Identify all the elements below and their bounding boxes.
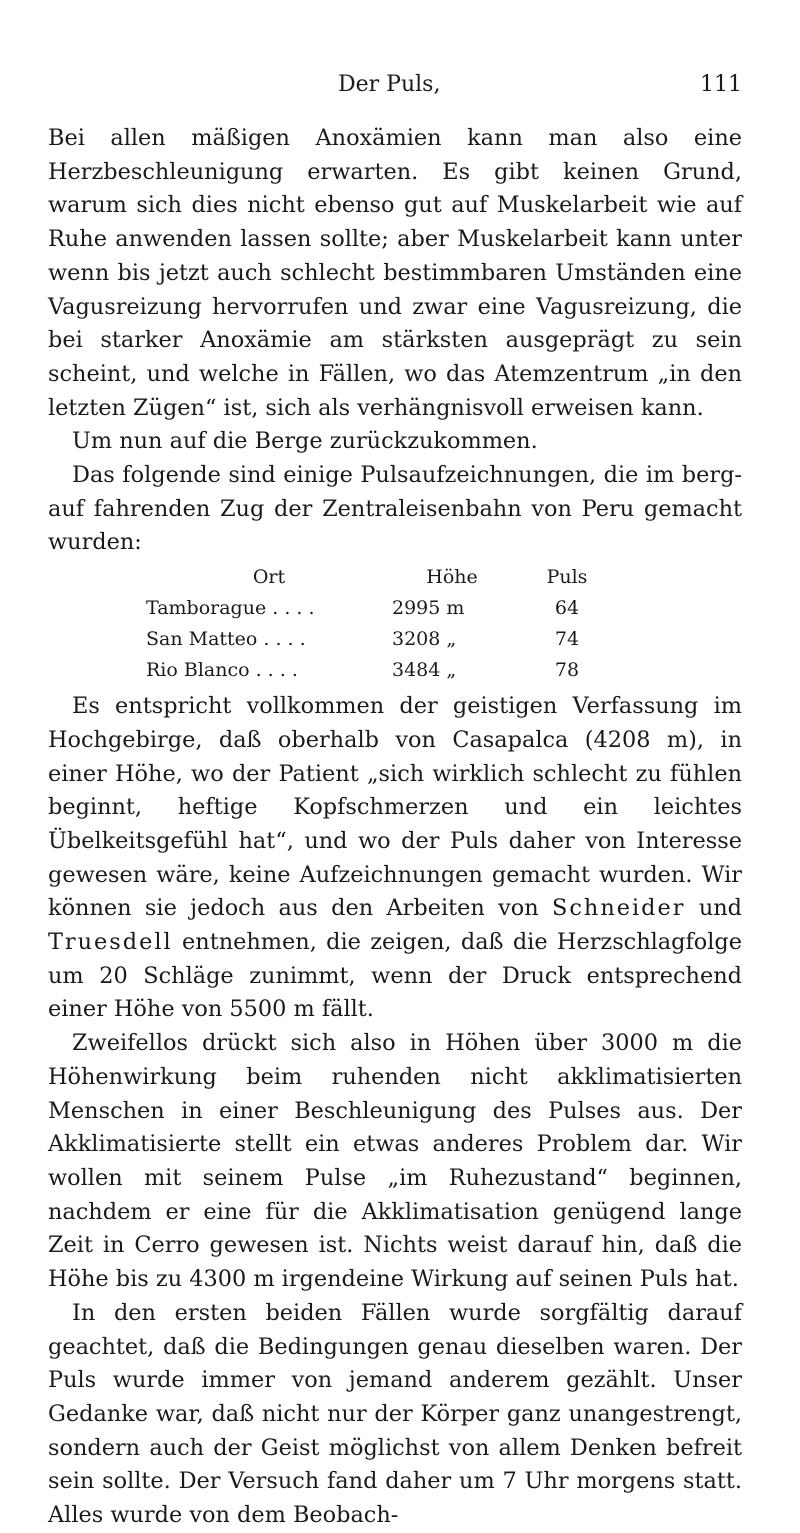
paragraph-3: Das folgende sind einige Pulsaufzeichnungen, die im bergauf fahrenden Zug der Zentraleisenbahn von Peru gemacht wurden: bbox=[48, 462, 742, 556]
table-cell-ort: Rio Blanco . . . . bbox=[146, 659, 298, 682]
table-cell-puls: 74 bbox=[554, 628, 580, 651]
table-row bbox=[48, 655, 622, 686]
body-text bbox=[48, 122, 742, 1533]
table-header-row bbox=[48, 562, 622, 593]
table-row bbox=[48, 624, 622, 655]
table-cell-puls: 64 bbox=[554, 597, 580, 620]
table-row bbox=[48, 593, 622, 624]
paragraph-4-text-b: und bbox=[685, 895, 743, 922]
paragraph-5: Zweifellos drückt sich also in Höhen über 3000 m die Höhenwirkung beim ruhenden nicht akklimatisierten Menschen in einer Beschleunigung des Pulses aus. Der Akklimatisierte stellt ein etwas anderes Problem dar. Wir wollen mit seinem Pulse „im Ruhezustand“ beginnen, nachdem er eine für die Akklimatisation genügend lange Zeit in Cerro gewesen ist. Nichts weist darauf hin, daß die Höhe bis zu 4300 m irgendeine Wirkung auf seinen Puls hat. bbox=[48, 1030, 742, 1293]
author-name-truesdell: Truesdell bbox=[48, 929, 173, 956]
table-cell-hoehe: 3484 „ bbox=[392, 659, 457, 682]
table-cell-puls: 78 bbox=[554, 659, 580, 682]
paragraph-4-text-c: entnehmen, die zeigen, daß die Herzschlagfolge um 20 Schläge zunimmt, wenn der Druck entsprechend einer Höhe von 5500 m fällt. bbox=[48, 929, 742, 1023]
running-head bbox=[48, 66, 742, 106]
table-header-ort: Ort bbox=[252, 566, 286, 589]
page-number: 111 bbox=[700, 72, 742, 97]
table-header-puls: Puls bbox=[546, 566, 588, 589]
author-name-schneider: Schneider bbox=[552, 895, 686, 922]
table-cell-ort: Tamborague . . . . bbox=[146, 597, 315, 620]
paragraph-4-text-a: Es entspricht vollkommen der geistigen Verfassung im Hochgebirge, daß oberhalb von Casapalca (4208 m), in einer Höhe, wo der Patient „sich wirklich schlecht zu fühlen beginnt, heftige Kopfschmerzen und ein leichtes Übelkeitsgefühl hat“, und wo der Puls daher von Interesse gewesen wäre, keine Aufzeichnungen gemacht wurden. Wir können sie jedoch aus den Arbeiten von bbox=[48, 693, 742, 922]
paragraph-2: Um nun auf die Berge zurückzukommen. bbox=[72, 428, 538, 455]
table-cell-ort: San Matteo . . . . bbox=[146, 628, 306, 651]
pulse-table bbox=[48, 562, 622, 686]
paragraph-1: Bei allen mäßigen Anoxämien kann man also eine Herzbeschleunigung erwarten. Es gibt keinen Grund, warum sich dies nicht ebenso gut auf Muskelarbeit wie auf Ruhe anwenden lassen sollte; aber Muskelarbeit kann unter wenn bis jetzt auch schlecht bestimmbaren Umständen eine Vagusreizung hervorrufen und zwar eine Vagusreizung, die bei starker Anoxämie am stärksten ausgeprägt zu sein scheint, und welche in Fällen, wo das Atemzentrum „in den letzten Zügen“ ist, sich als verhängnisvoll erweisen kann. bbox=[48, 125, 742, 421]
paragraph-6: In den ersten beiden Fällen wurde sorgfältig darauf geachtet, daß die Bedingungen genau dieselben waren. Der Puls wurde immer von jemand anderem gezählt. Unser Gedanke war, daß nicht nur der Körper ganz unangestrengt, sondern auch der Geist möglichst von allem Denken befreit sein sollte. Der Versuch fand daher um 7 Uhr morgens statt. Alles wurde von dem Beobach- bbox=[48, 1299, 742, 1529]
table-header-hoehe: Höhe bbox=[426, 566, 478, 589]
table-cell-hoehe: 3208 „ bbox=[392, 628, 457, 651]
table-cell-hoehe: 2995 m bbox=[392, 597, 465, 620]
running-title: Der Puls, bbox=[338, 72, 441, 97]
paragraph-4 bbox=[48, 690, 742, 1027]
